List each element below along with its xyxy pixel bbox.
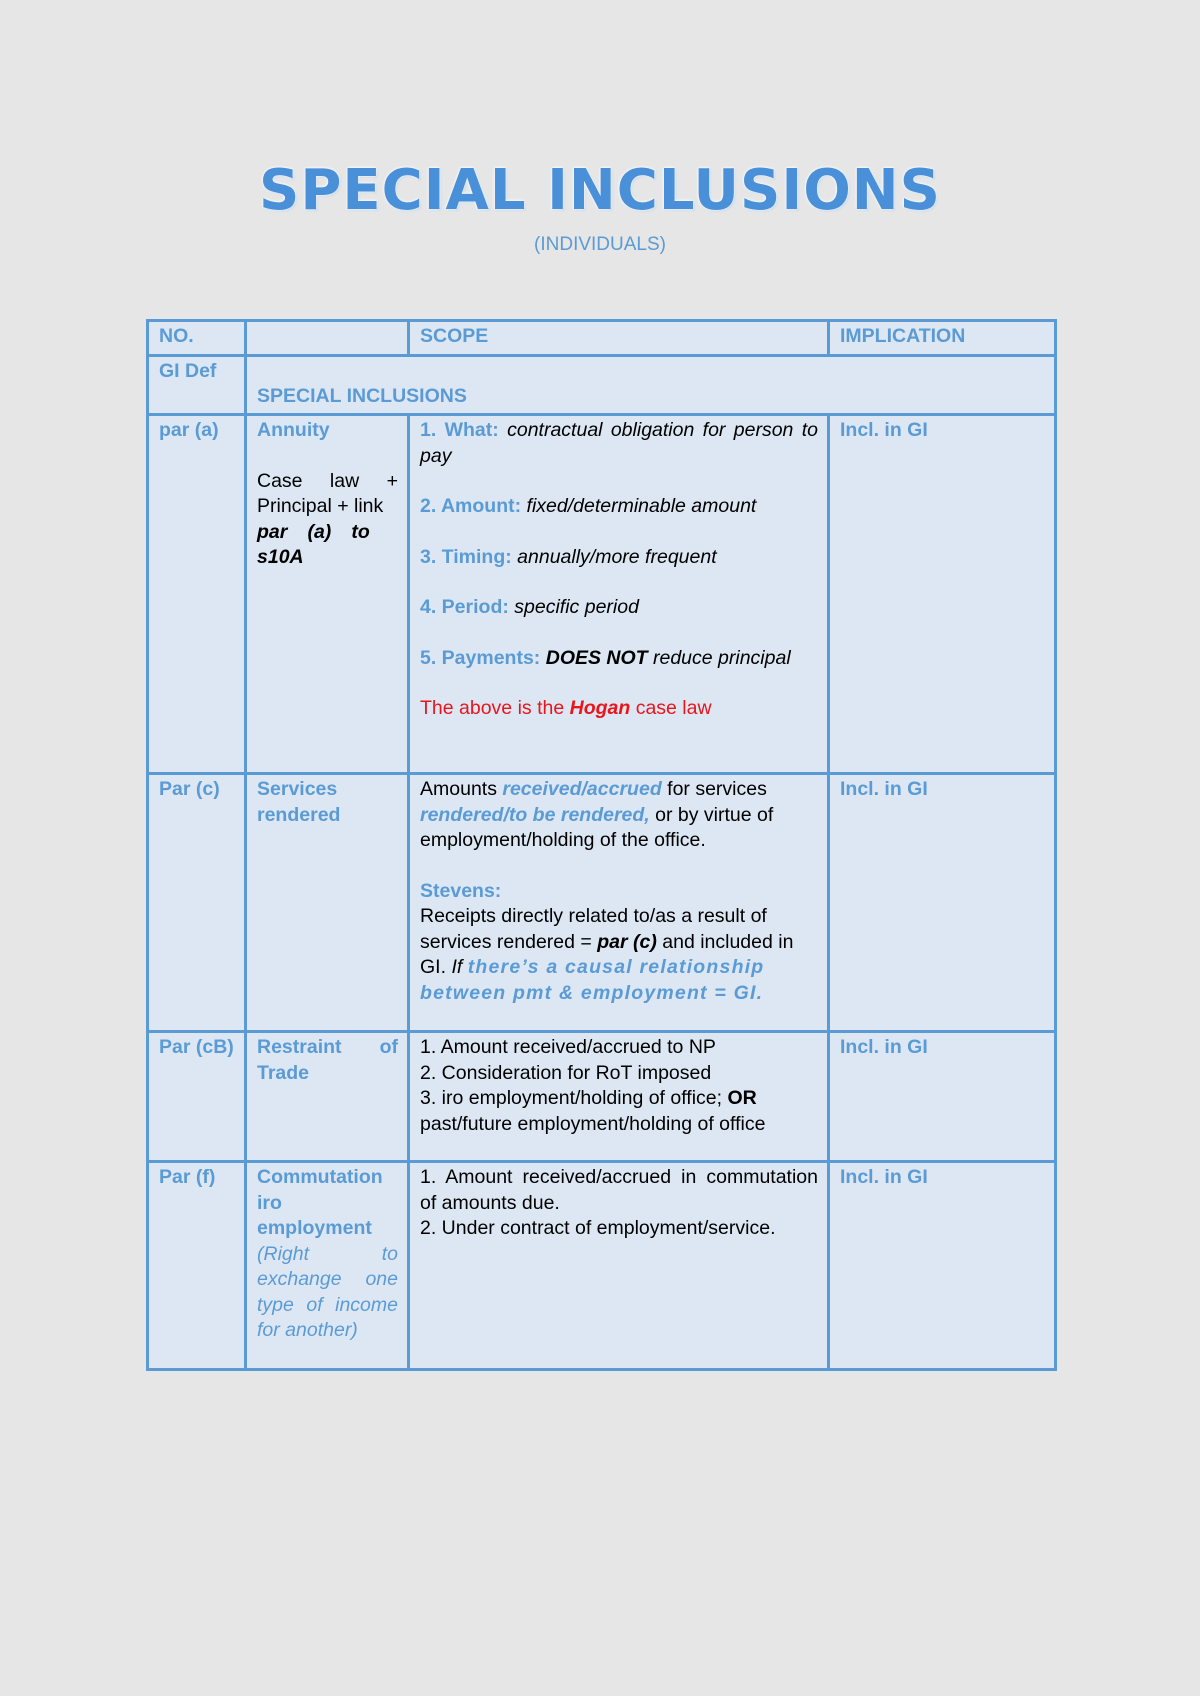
annuity-name-cell: [246, 415, 409, 774]
annuity-no: par (a): [148, 415, 246, 774]
list-item: 3. Timing: annually/more frequent: [420, 545, 717, 568]
commutation-scope-cell: [409, 1162, 829, 1370]
inclusions-table: [146, 319, 1057, 1371]
page-subtitle: (INDIVIDUALS): [534, 234, 666, 255]
annuity-desc: Case law + Principal + link: [257, 469, 398, 517]
annuity-scope-cell: [409, 415, 829, 774]
annuity-name: Annuity: [257, 419, 330, 441]
commutation-name-cell: [246, 1162, 409, 1370]
table-row: [148, 1032, 1056, 1162]
restraint-scope-cell: [409, 1032, 829, 1162]
header-blank: [246, 321, 409, 356]
list-item: 2. Consideration for RoT imposed: [420, 1061, 712, 1084]
restraint-no: Par (cB): [148, 1032, 246, 1162]
header-no: NO.: [148, 321, 246, 356]
list-item: 1. What: contractual obligation for person to pay: [420, 419, 818, 467]
services-paragraph: Amounts received/accrued for services rendered/to be rendered, or by virtue of employment/holding of the office.: [420, 778, 774, 851]
table-row: [148, 415, 1056, 774]
list-item: 3. iro employment/holding of office; OR: [420, 1087, 757, 1109]
list-item: 2. Under contract of employment/service.: [420, 1217, 776, 1239]
list-item: 4. Period: specific period: [420, 596, 639, 618]
commutation-implication: Incl. in GI: [829, 1162, 1056, 1370]
services-name: Services rendered: [246, 774, 409, 1032]
gi-def-label: SPECIAL INCLUSIONS: [257, 384, 467, 407]
stevens-paragraph: Receipts directly related to/as a result of services rendered = par (c) and included in GI. If there’s a causal relationship between pmt & employment = GI.: [420, 905, 794, 1004]
commutation-no: Par (f): [148, 1162, 246, 1370]
gi-def-no: GI Def: [148, 355, 246, 415]
header-scope: SCOPE: [409, 321, 829, 356]
annuity-link: par (a) to s10A: [257, 520, 370, 568]
stevens-heading: Stevens:: [420, 879, 502, 902]
commutation-desc: (Right to exchange one type of income for another): [257, 1242, 398, 1341]
header-implication: IMPLICATION: [829, 321, 1056, 356]
hogan-note: The above is the Hogan case law: [420, 697, 712, 719]
annuity-implication: Incl. in GI: [829, 415, 1056, 774]
table-row: [148, 1162, 1056, 1370]
services-implication: Incl. in GI: [829, 774, 1056, 1032]
services-scope-cell: [409, 774, 829, 1032]
list-item: 5. Payments: DOES NOT reduce principal: [420, 646, 791, 669]
list-item: 2. Amount: fixed/determinable amount: [420, 495, 757, 517]
page-title: SPECIAL INCLUSIONS: [258, 158, 941, 223]
table-row: [148, 774, 1056, 1032]
table-header-row: [148, 321, 1056, 356]
commutation-name: Commutation iro employment: [257, 1166, 383, 1239]
gi-def-cell: [246, 355, 1056, 415]
list-item: 1. Amount received/accrued in commutation of amounts due.: [420, 1166, 818, 1214]
services-no: Par (c): [148, 774, 246, 1032]
table-row: [148, 355, 1056, 415]
restraint-implication: Incl. in GI: [829, 1032, 1056, 1162]
list-item: past/future employment/holding of office: [420, 1112, 766, 1135]
list-item: 1. Amount received/accrued to NP: [420, 1036, 716, 1058]
restraint-name: Restraint of Trade: [246, 1032, 409, 1162]
